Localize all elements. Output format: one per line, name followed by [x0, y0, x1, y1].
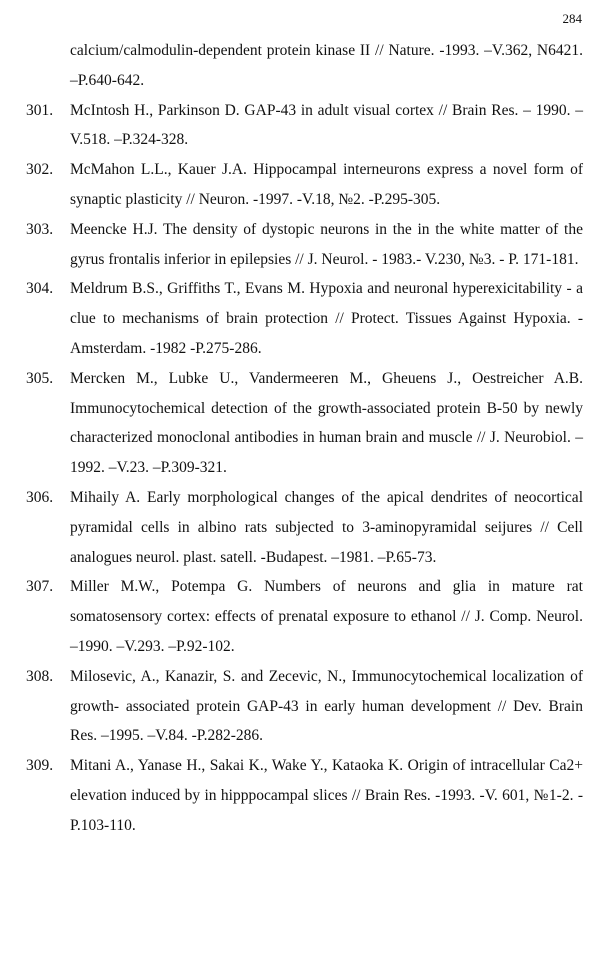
reference-item — [26, 155, 583, 215]
reference-continuation-text: calcium/calmodulin-dependent protein kinase II // Nature. -1993. –V.362, N6421. –P.640-642. — [70, 42, 583, 89]
reference-text: Mihaily A. Early morphological changes of the apical dendrites of neocortical pyramidal cells in albino rats subjected to 3-aminopyramidal seijures // Cell analogues neurol. plast. satell. -Budapest. –1981. –P.65-73. — [70, 488, 583, 566]
reference-number: 307. — [26, 578, 54, 596]
reference-number: 308. — [26, 667, 54, 685]
reference-number: 302. — [26, 161, 54, 179]
reference-text: McMahon L.L., Kauer J.A. Hippocampal interneurons express a novel form of synaptic plasticity // Neuron. -1997. -V.18, №2. -P.295-305. — [70, 161, 583, 208]
reference-number: 306. — [26, 488, 54, 506]
reference-item — [26, 751, 583, 840]
reference-item — [26, 662, 583, 751]
reference-text: Mitani A., Yanase H., Sakai K., Wake Y., Kataoka K. Origin of intracellular Ca2+ elevation induced by in hipppocampal slices // Brain Res. -1993. -V. 601, №1-2. -P.103-110. — [70, 757, 583, 834]
page-number: 284 — [562, 11, 582, 26]
reference-text: McIntosh H., Parkinson D. GAP-43 in adult visual cortex // Brain Res. – 1990. –V.518. –P.324-328. — [70, 101, 583, 149]
reference-text: Miller M.W., Potempa G. Numbers of neurons and glia in mature rat somatosensory cortex: effects of prenatal exposure to ethanol // J. Comp. Neurol. –1990. –V.293. –P.92-102. — [70, 578, 583, 655]
reference-item — [26, 96, 583, 156]
reference-item — [26, 215, 583, 275]
reference-item — [26, 483, 583, 572]
reference-text: Milosevic, A., Kanazir, S. and Zecevic, N., Immunocytochemical localization of growth- associated protein GAP-43 in early human development // Dev. Brain Res. –1995. –V.84. -P.282-286. — [70, 667, 583, 745]
reference-text: Meldrum B.S., Griffiths T., Evans M. Hypoxia and neuronal hyperexicitability - a clue to mechanisms of brain protection // Protect. Tissues Against Hypoxia. -Amsterdam. -1982 -P.275-286. — [70, 280, 583, 357]
reference-number: 309. — [26, 757, 54, 775]
reference-item — [26, 572, 583, 661]
reference-item — [26, 274, 583, 363]
reference-text: Mercken M., Lubke U., Vandermeeren M., Gheuens J., Oestreicher A.B. Immunocytochemical detection of the growth-associated protein B-50 by newly characterized monoclonal antibodies in human brain and muscle // J. Neurobiol. –1992. –V.23. –P.309-321. — [70, 369, 583, 477]
reference-item — [26, 364, 583, 483]
reference-number: 301. — [26, 101, 54, 119]
reference-number: 303. — [26, 220, 54, 238]
reference-list — [26, 36, 583, 841]
reference-number: 305. — [26, 369, 54, 387]
reference-text: Meencke H.J. The density of dystopic neurons in the in the white matter of the gyrus frontalis inferior in epilepsies // J. Neurol. - 1983.- V.230, №3. - P. 171-181. — [70, 220, 583, 268]
reference-number: 304. — [26, 280, 54, 298]
reference-continuation — [26, 36, 583, 96]
